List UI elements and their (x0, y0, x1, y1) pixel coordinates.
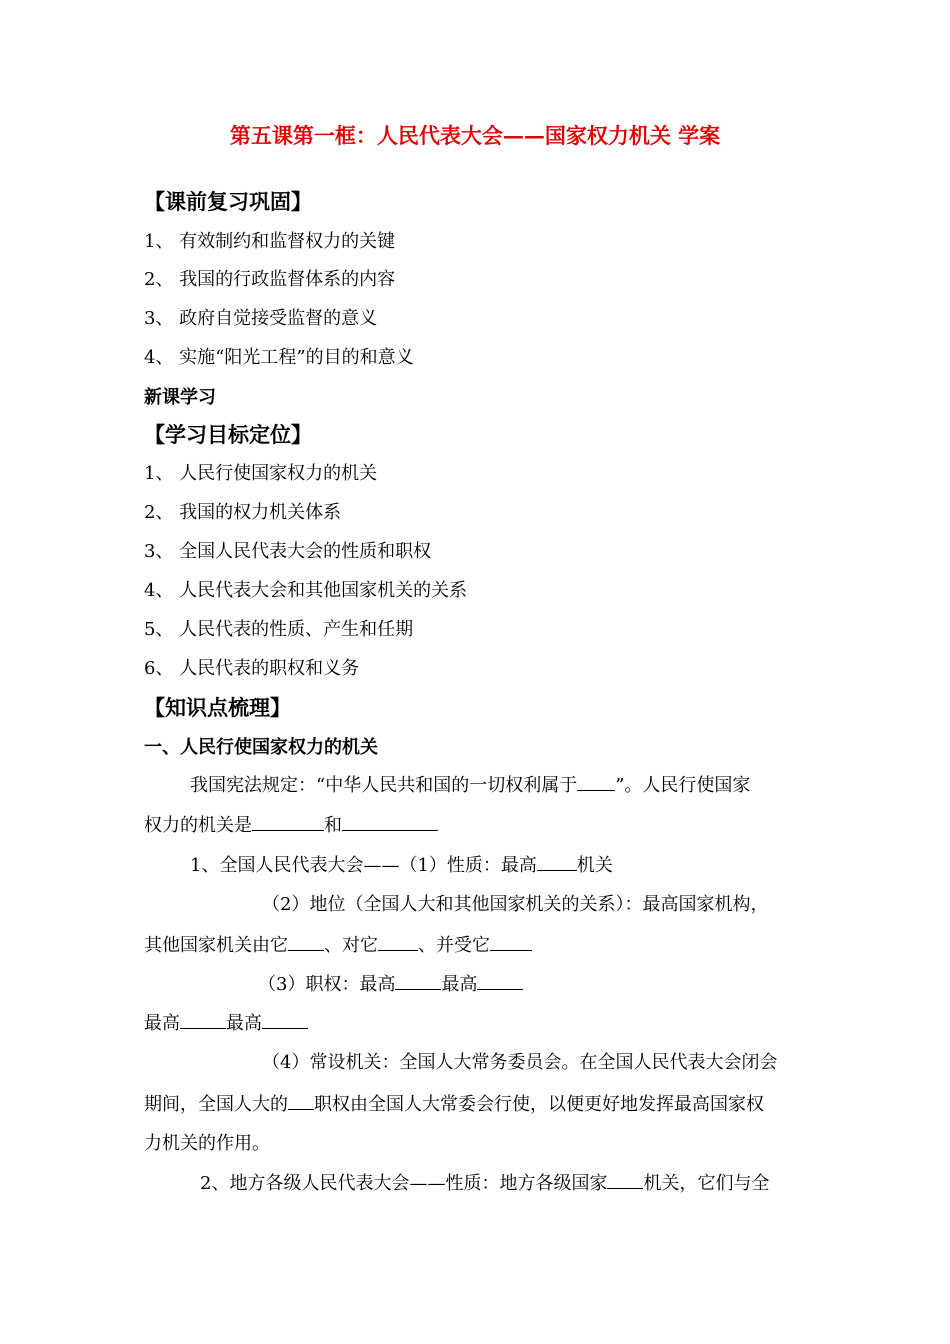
goal-item: 1、 人民行使国家权力的机关 (144, 463, 378, 484)
body-line (144, 813, 438, 838)
fill-blank (490, 933, 532, 951)
goal-item: 5、 人民代表的性质、产生和任期 (144, 619, 414, 640)
line-text: 最高 (441, 974, 478, 995)
line-text: （3）职权：最高 (258, 974, 396, 995)
review-item: 1、 有效制约和监督权力的关键 (144, 231, 396, 252)
body-line: 力机关的作用。 (144, 1133, 270, 1154)
body-line: （4）常设机关：全国人大常务委员会。在全国人民代表大会闭会 (262, 1052, 778, 1073)
body-line (144, 1092, 764, 1117)
fill-blank (477, 972, 523, 990)
fill-blank (607, 1171, 643, 1189)
body-line (190, 853, 613, 878)
document-title: 第五课第一框：人民代表大会——国家权力机关 学案 (229, 123, 721, 148)
goals-heading: 【学习目标定位】 (144, 422, 312, 447)
knowledge-heading: 【知识点梳理】 (144, 695, 291, 720)
body-line (190, 773, 750, 798)
review-item: 3、 政府自觉接受监督的意义 (144, 308, 378, 329)
line-text: 期间，全国人大的 (144, 1094, 288, 1115)
fill-blank (577, 773, 615, 791)
goal-item: 6、 人民代表的职权和义务 (144, 658, 360, 679)
line-text: 权力的机关是 (144, 815, 252, 836)
fill-blank (378, 933, 418, 951)
line-text: 其他国家机关由它 (144, 935, 288, 956)
fill-blank (395, 972, 441, 990)
fill-blank (262, 1011, 308, 1029)
goal-item: 2、 我国的权力机关体系 (144, 502, 342, 523)
line-text: 我国宪法规定：“中华人民共和国的一切权利属于 (190, 775, 578, 796)
line-text: 最高 (144, 1013, 180, 1034)
line-text: 、对它 (324, 935, 378, 956)
goal-item: 4、 人民代表大会和其他国家机关的关系 (144, 580, 468, 601)
review-item: 4、 实施“阳光工程”的目的和意义 (144, 347, 414, 368)
body-line (258, 972, 523, 997)
line-text: 2、地方各级人民代表大会——性质：地方各级国家 (200, 1173, 608, 1194)
body-line: （2）地位（全国人大和其他国家机关的关系）：最高国家机构， (262, 894, 769, 915)
goal-item: 3、 全国人民代表大会的性质和职权 (144, 541, 432, 562)
line-text: 1、全国人民代表大会——（1）性质：最高 (190, 855, 537, 876)
review-heading: 【课前复习巩固】 (144, 189, 312, 214)
body-line (144, 1011, 308, 1036)
body-line (200, 1171, 769, 1196)
line-text: 机关，它们与全 (643, 1173, 770, 1194)
line-text: 和 (324, 815, 342, 836)
body-line (144, 933, 532, 958)
line-text: 职权由全国人大常委会行使，以便更好地发挥最高国家权 (314, 1094, 764, 1115)
review-item: 2、 我国的行政监督体系的内容 (144, 269, 396, 290)
fill-blank (288, 933, 324, 951)
new-lesson-label: 新课学习 (144, 387, 216, 408)
fill-blank (252, 813, 324, 831)
line-text: ”。人民行使国家 (615, 775, 751, 796)
line-text: 、并受它 (418, 935, 490, 956)
fill-blank (537, 853, 577, 871)
section-heading: 一、人民行使国家权力的机关 (144, 737, 378, 758)
fill-blank (342, 813, 438, 831)
line-text: 最高 (226, 1013, 262, 1034)
fill-blank (288, 1092, 314, 1110)
line-text: 机关 (576, 855, 613, 876)
fill-blank (180, 1011, 226, 1029)
